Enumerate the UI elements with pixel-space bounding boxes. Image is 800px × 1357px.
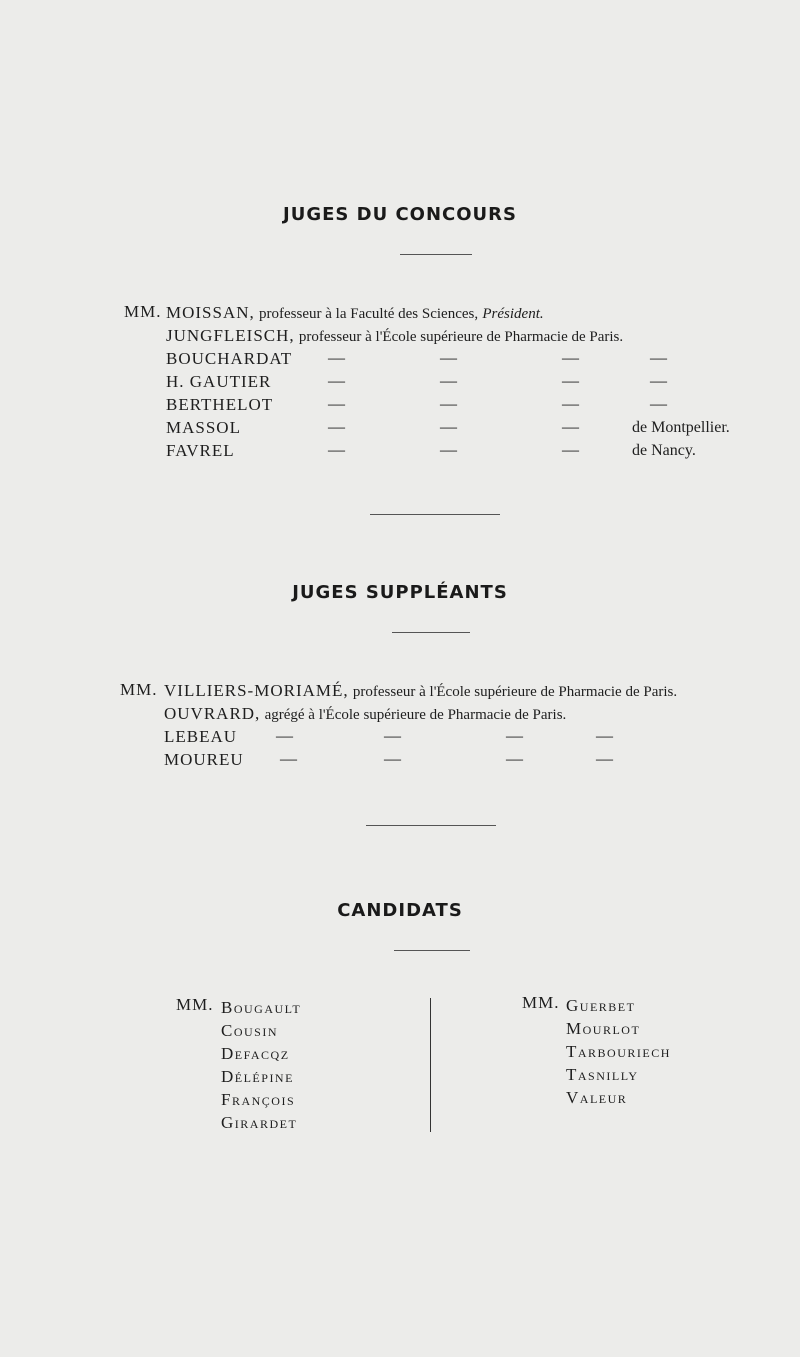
ditto-dash: — <box>562 371 579 390</box>
suppleant-name: VILLIERS-MORIAMÉ, <box>164 681 349 700</box>
ditto-dash: — <box>562 394 579 413</box>
suppleant-name: MOUREU <box>164 750 244 769</box>
divider <box>366 825 496 826</box>
candidat-name: Tasnilly <box>566 1065 639 1084</box>
ditto-dash: — <box>650 394 667 413</box>
ditto-dash: — <box>328 440 345 459</box>
ditto-dash: — <box>650 371 667 390</box>
ditto-dash: — <box>440 417 457 436</box>
ditto-dash: — <box>384 726 401 745</box>
candidats-title: CANDIDATS <box>337 900 463 921</box>
juges-mm: MM. <box>124 302 162 321</box>
juges-title: JUGES DU CONCOURS <box>283 204 517 225</box>
divider <box>392 632 470 633</box>
juge-name: BOUCHARDAT <box>166 349 293 368</box>
suppleants-mm: MM. <box>120 680 158 699</box>
juge-name: MOISSAN, <box>166 303 255 322</box>
ditto-dash: — <box>596 726 613 745</box>
ditto-dash: — <box>328 417 345 436</box>
ditto-dash: — <box>440 394 457 413</box>
juge-row-1 <box>166 302 544 325</box>
ditto-dash: — <box>562 348 579 367</box>
juge-place: de Nancy. <box>632 442 696 459</box>
candidat-name: Bougault <box>221 998 302 1017</box>
candidat-name: Defacqz <box>221 1044 290 1063</box>
suppleant-row-1 <box>164 680 677 703</box>
ditto-dash: — <box>328 371 345 390</box>
suppleant-text: professeur à l'École supérieure de Pharmacie de Paris. <box>352 684 678 700</box>
ditto-dash: — <box>280 749 297 768</box>
candidat-name: Délépine <box>221 1067 294 1086</box>
suppleant-row-2 <box>164 703 566 726</box>
juge-text: professeur à la Faculté des Sciences, <box>259 306 479 322</box>
column-divider <box>430 998 431 1132</box>
ditto-dash: — <box>596 749 613 768</box>
juge-role: Président. <box>482 306 544 322</box>
juge-name: H. GAUTIER <box>166 372 272 391</box>
ditto-dash: — <box>440 371 457 390</box>
juge-name: MASSOL <box>166 418 241 437</box>
ditto-dash: — <box>328 348 345 367</box>
juge-place: de Montpellier. <box>632 419 730 436</box>
candidat-name: Valeur <box>566 1088 628 1107</box>
candidats-left-mm: MM. <box>176 995 214 1014</box>
divider <box>370 514 500 515</box>
ditto-dash: — <box>506 726 523 745</box>
juge-name: FAVREL <box>166 441 235 460</box>
candidat-name: Mourlot <box>566 1019 641 1038</box>
ditto-dash: — <box>440 440 457 459</box>
ditto-dash: — <box>328 394 345 413</box>
candidat-name: Girardet <box>221 1113 298 1132</box>
suppleant-text: agrégé à l'École supérieure de Pharmacie de Paris. <box>264 707 567 723</box>
ditto-dash: — <box>276 726 293 745</box>
candidats-right-mm: MM. <box>522 993 560 1012</box>
ditto-dash: — <box>440 348 457 367</box>
divider <box>394 950 470 951</box>
juge-name: JUNGFLEISCH, <box>166 326 295 345</box>
suppleants-title: JUGES SUPPLÉANTS <box>292 582 508 603</box>
candidat-name: François <box>221 1090 296 1109</box>
juge-name: BERTHELOT <box>166 395 274 414</box>
candidat-name: Tarbouriech <box>566 1042 671 1061</box>
juge-text: professeur à l'École supérieure de Pharmacie de Paris. <box>298 329 624 345</box>
ditto-dash: — <box>650 348 667 367</box>
ditto-dash: — <box>384 749 401 768</box>
ditto-dash: — <box>562 417 579 436</box>
ditto-dash: — <box>562 440 579 459</box>
ditto-dash: — <box>506 749 523 768</box>
candidat-name: Cousin <box>221 1021 279 1040</box>
suppleant-name: OUVRARD, <box>164 704 261 723</box>
candidat-name: Guerbet <box>566 996 636 1015</box>
divider <box>400 254 472 255</box>
juge-row-2 <box>166 325 623 348</box>
suppleant-name: LEBEAU <box>164 727 238 746</box>
